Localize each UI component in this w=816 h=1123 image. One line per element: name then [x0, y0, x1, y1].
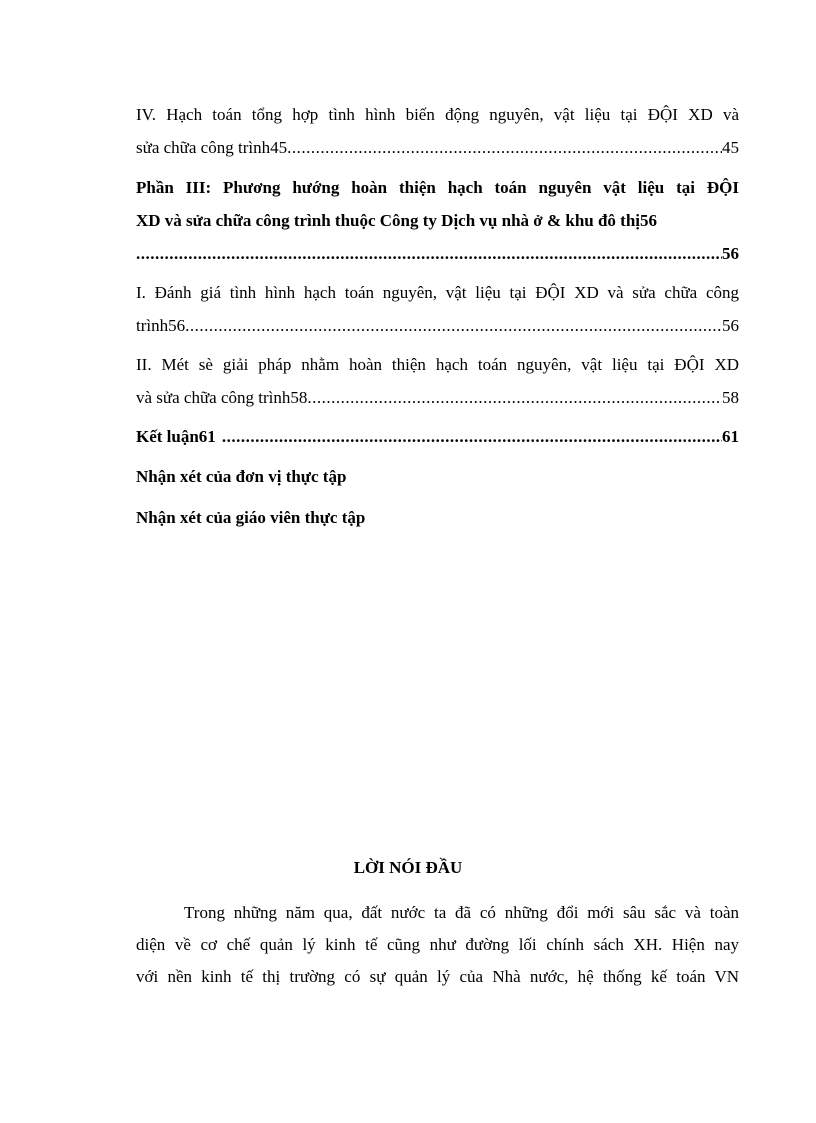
toc-page-number: 56	[722, 316, 739, 335]
toc-entry-i-title-end: trình56	[136, 316, 186, 335]
toc-entry-i-line1: I. Đánh giá tình hình hạch toán nguyên, vật liệu tại ĐỘI XD và sửa chữa công	[136, 283, 739, 302]
preface-line-1: Trong những năm qua, đất nước ta đã có những đổi mới sâu sắc và toàn	[184, 903, 739, 922]
toc-entry-ket-luan[interactable]	[136, 420, 739, 453]
preface-paragraph	[136, 897, 739, 993]
toc-page-number: 61	[722, 427, 739, 446]
toc-leader-dots	[185, 309, 722, 342]
toc-entry-i[interactable]	[136, 276, 739, 342]
preface-heading: LỜI NÓI ĐẦU	[353, 858, 463, 877]
toc-entry-iv[interactable]	[136, 98, 739, 164]
toc-leader-dots	[222, 420, 722, 453]
toc-entry-iv-line1: IV. Hạch toán tổng hợp tình hình biến động nguyên, vật liệu tại ĐỘI XD và	[136, 105, 739, 124]
toc-entry-ii-line2	[136, 381, 739, 414]
toc-entry-ket-luan-line	[136, 420, 739, 453]
toc-entry-phan-iii-line2: XD và sửa chữa công trình thuộc Công ty Dịch vụ nhà ở & khu đô thị56	[136, 211, 658, 230]
toc-entry-nhan-xet-giao-vien[interactable]	[136, 501, 739, 534]
toc-entry-ket-luan-title: Kết luận61	[136, 427, 216, 446]
toc-entry-phan-iii-line1: Phần III: Phương hướng hoàn thiện hạch toán nguyên vật liệu tại ĐỘI	[136, 178, 739, 197]
toc-leader-dots	[307, 381, 722, 414]
preface-line-3: với nền kinh tế thị trường có sự quản lý của Nhà nước, hệ thống kế toán VN	[136, 967, 739, 986]
toc-page-number: 58	[722, 388, 739, 407]
toc-entry-nhan-xet-don-vi[interactable]	[136, 460, 739, 493]
toc-entry-ii-title-end: và sửa chữa công trình58	[136, 388, 308, 407]
preface-line-2: diện về cơ chế quản lý kinh tế cũng như đường lối chính sách XH. Hiện nay	[136, 935, 739, 954]
toc-entry-nhan-xet-don-vi-title: Nhận xét của đơn vị thực tập	[136, 467, 347, 486]
toc-entry-iv-line2	[136, 131, 739, 164]
toc-entry-ii-line1: II. Mét sè giải pháp nhằm hoàn thiện hạch toán nguyên, vật liệu tại ĐỘI XD	[136, 355, 739, 374]
toc-entry-i-line2	[136, 309, 739, 342]
toc-entry-nhan-xet-giao-vien-title: Nhận xét của giáo viên thực tập	[136, 508, 366, 527]
toc-entry-phan-iii[interactable]	[136, 171, 739, 270]
toc-entry-iv-title-end: sửa chữa công trình45	[136, 138, 288, 157]
toc-entry-ii[interactable]	[136, 348, 739, 414]
toc-page-number: 56	[722, 244, 739, 263]
toc-leader-dots	[136, 237, 722, 270]
toc-leader-dots	[287, 131, 722, 164]
toc-page-number: 45	[722, 138, 739, 157]
toc-entry-phan-iii-line3	[136, 237, 739, 270]
